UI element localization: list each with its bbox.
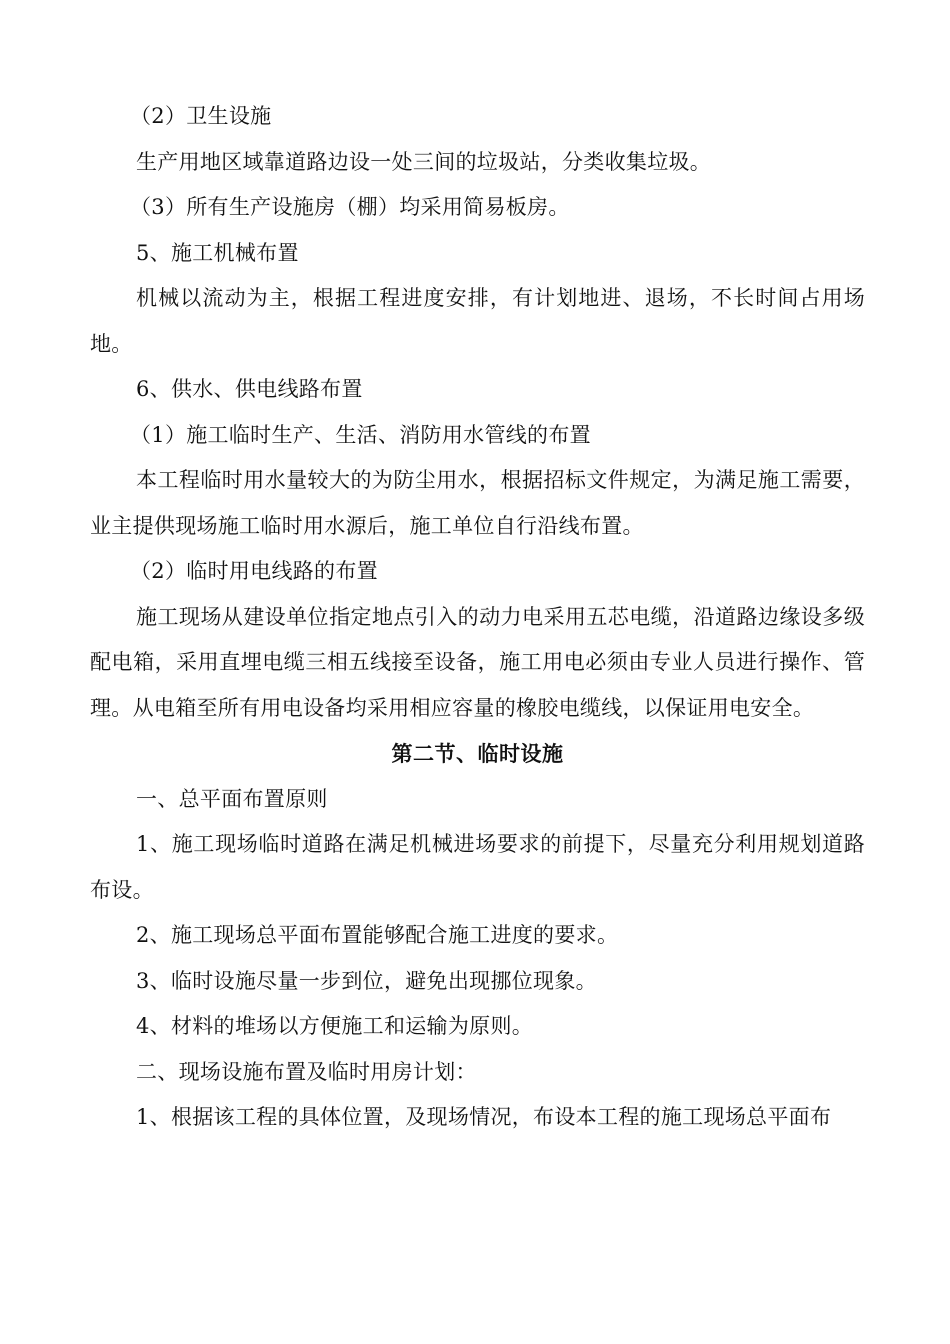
paragraph-power-line-heading: （2）临时用电线路的布置	[130, 559, 378, 583]
paragraph-simple-board-rooms: （3）所有生产设施房（棚）均采用简易板房。	[130, 195, 570, 219]
paragraph-principle-2: 2、施工现场总平面布置能够配合施工进度的要求。	[136, 923, 619, 947]
paragraph-principle-4: 4、材料的堆场以方便施工和运输为原则。	[136, 1014, 534, 1038]
paragraph-machinery-heading: 5、施工机械布置	[136, 240, 299, 265]
paragraph-principle-1: 1、施工现场临时道路在满足机械进场要求的前提下，尽量充分利用规划道路布设。	[90, 832, 865, 902]
paragraph-facility-plan-1: 1、根据该工程的具体位置，及现场情况，布设本工程的施工现场总平面布	[136, 1105, 832, 1129]
paragraph-water-body: 本工程临时用水量较大的为防尘用水，根据招标文件规定，为满足施工需要，业主提供现场施工临时用水源后，施工单位自行沿线布置。	[90, 468, 865, 538]
paragraph-garbage-station: 生产用地区域靠道路边设一处三间的垃圾站，分类收集垃圾。	[136, 149, 712, 174]
paragraph-water-power-heading: 6、供水、供电线路布置	[136, 377, 363, 401]
paragraph-sanitation-heading: （2）卫生设施	[130, 104, 272, 128]
paragraph-power-body: 施工现场从建设单位指定地点引入的动力电采用五芯电缆，沿道路边缘设多级配电箱，采用直埋电缆三相五线接至设备，施工用电必须由专业人员进行操作、管理。从电箱至所有用电设备均采用相应容量的橡胶电缆线，以保证用电安全。	[90, 604, 865, 720]
paragraph-machinery-body: 机械以流动为主，根据工程进度安排，有计划地进、退场，不长时间占用场地。	[90, 286, 865, 356]
document-page	[90, 94, 865, 1141]
paragraph-water-pipeline-heading: （1）施工临时生产、生活、消防用水管线的布置	[130, 422, 591, 447]
paragraph-facility-plan-heading: 二、现场设施布置及临时用房计划：	[136, 1059, 477, 1084]
section-title: 第二节、临时设施	[391, 741, 564, 766]
paragraph-layout-principle-heading: 一、总平面布置原则	[136, 786, 328, 811]
paragraph-principle-3: 3、临时设施尽量一步到位，避免出现挪位现象。	[136, 968, 597, 993]
